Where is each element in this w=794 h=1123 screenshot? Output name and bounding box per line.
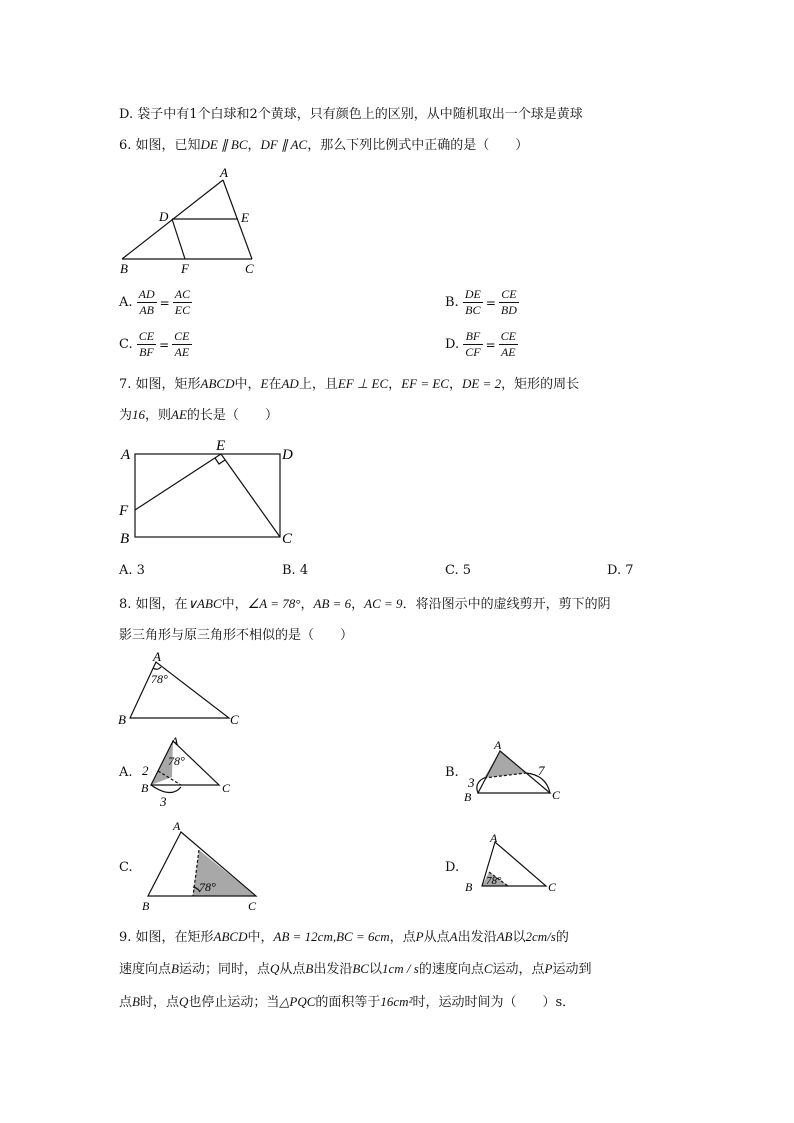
q8-option-a-num-3: 3 xyxy=(160,794,167,809)
q8-cond1: ∠A = 78° xyxy=(247,596,301,611)
q7-cond1: EF ⊥ EC xyxy=(337,376,389,391)
q8-option-a-b: B xyxy=(141,781,149,795)
q8-option-c-figure[interactable] xyxy=(136,818,266,914)
q6-option-b[interactable]: B. $\frac{DE}{BC}$ = $\frac{CE}{BD}$ xyxy=(445,287,517,317)
q6-stem xyxy=(119,134,528,153)
q8-option-d-c: C xyxy=(548,880,557,894)
q8-option-a-a: A xyxy=(171,734,179,748)
q8-option-c-c: C xyxy=(248,899,257,913)
q8-option-d-angle: 78° xyxy=(486,875,502,887)
q8-option-b-num-3: 3 xyxy=(468,775,475,790)
q9-stem-line3: 点B时，点Q也停止运动；当△PQC的面积等于16cm²时，运动时间为（ ）s． xyxy=(119,994,576,1010)
q8-option-b-figure[interactable] xyxy=(462,735,572,805)
q8-option-b-a: A xyxy=(494,738,502,752)
q7-label-b: B xyxy=(120,531,130,547)
q8-angle-label: 78° xyxy=(151,672,168,686)
q6-option-a-label: A. xyxy=(119,295,133,310)
q7-option-b[interactable]: B. 4 xyxy=(282,563,309,578)
q6-option-b-frac2: $\frac{CE}{BD}$ xyxy=(500,287,517,317)
q7-label-e: E xyxy=(216,438,226,454)
q7-figure xyxy=(115,434,305,552)
q9-stem-line2: 速度向点B运动；同时，点Q从点B出发沿BC以1cm / s的速度向点C运动，点P运动到 xyxy=(119,961,592,977)
q8-cond3: AC = 9 xyxy=(364,596,403,611)
q8-figure xyxy=(115,648,255,728)
q6-stem-suffix: ，那么下列比例式中正确的是（ xyxy=(307,138,490,153)
q8-cond2: AB = 6 xyxy=(313,596,352,611)
q7-option-c[interactable]: C. 5 xyxy=(445,563,472,578)
q6-option-b-frac1: $\frac{DE}{BC}$ xyxy=(464,287,481,317)
q8-label-c: C xyxy=(230,712,239,727)
q7-label-d: D xyxy=(282,447,293,463)
q9-stem-line1: 9. 如图，在矩形ABCD中，AB = 12cm,BC = 6cm，点P从点A出发沿AB以2cm/s的 xyxy=(119,929,569,945)
q6-option-c-frac2: $\frac{CE}{AE}$ xyxy=(174,329,190,359)
q8-option-d-a: A xyxy=(490,832,498,845)
q8-option-c-label[interactable]: C. xyxy=(119,860,133,875)
q6-label-c: C xyxy=(245,261,254,276)
q8-stem-line1: 8. 如图，在∨ABC中，∠A = 78°，AB = 6，AC = 9．将沿图示中的虚线剪开，剪下的阴 xyxy=(119,596,611,612)
q8-option-b-label[interactable]: B. xyxy=(445,765,459,780)
q6-close: ） xyxy=(515,138,529,153)
q6-option-d-label: D. xyxy=(445,337,460,352)
q6-option-d-frac2: $\frac{CE}{AE}$ xyxy=(500,329,516,359)
q8-stem-line2: 影三角形与原三角形不相似的是（ ） xyxy=(119,628,354,643)
q7-option-d[interactable]: D. 7 xyxy=(607,563,634,578)
q6-label-d: D xyxy=(159,209,169,224)
q6-label-f: F xyxy=(181,261,189,276)
q6-sep: ， xyxy=(247,138,261,153)
q7-label-a: A xyxy=(121,447,131,463)
q6-option-a[interactable]: A. $\frac{AD}{AB}$ = $\frac{AC}{EC}$ xyxy=(119,287,191,317)
q8-option-a-c: C xyxy=(222,781,231,795)
q8-option-a-num-2: 2 xyxy=(142,763,149,778)
q7-stem-line1: 7. 如图，矩形ABCD中，E在AD上，且EF ⊥ EC，EF = EC，DE = 2，矩形的周长 xyxy=(119,376,580,392)
q7-stem-line2: 为16，则AE的长是（ ） xyxy=(119,407,278,423)
q9-cond1: AB = 12cm,BC = 6cm xyxy=(273,929,390,944)
q7-cond3: DE = 2 xyxy=(461,376,502,391)
q8-option-a-label[interactable]: A. xyxy=(119,765,133,780)
q8-option-d-figure[interactable] xyxy=(462,832,572,896)
q6-option-c[interactable]: C. $\frac{CE}{BF}$ = $\frac{CE}{AE}$ xyxy=(119,329,190,359)
q6-label-a: A xyxy=(220,165,228,180)
q8-option-c-a: A xyxy=(173,819,181,833)
q6-figure xyxy=(112,163,272,278)
q8-option-c-b: B xyxy=(142,899,150,913)
q7-label-f: F xyxy=(119,503,129,519)
q8-label-a: A xyxy=(153,649,161,664)
q8-label-b: B xyxy=(118,712,126,727)
q6-stem-prefix: 6. 如图，已知 xyxy=(119,138,201,153)
q6-option-a-frac1: $\frac{AD}{AB}$ xyxy=(138,287,155,317)
q8-option-b-num-7: 7 xyxy=(538,763,545,778)
q8-option-a-angle: 78° xyxy=(168,754,185,768)
q8-option-d-label[interactable]: D. xyxy=(445,860,460,875)
q6-option-c-label: C. xyxy=(119,337,133,352)
q8-option-c-angle: 78° xyxy=(199,880,216,894)
q6-option-b-label: B. xyxy=(445,295,459,310)
q6-cond1: DE ∥ BC xyxy=(200,137,248,152)
q8-option-b-c: C xyxy=(552,788,561,802)
q5-option-d: D. 袋子中有1个白球和2个黄球，只有颜色上的区别，从中随机取出一个球是黄球 xyxy=(119,107,583,122)
q6-label-e: E xyxy=(241,210,249,225)
q6-option-c-frac1: $\frac{CE}{BF}$ xyxy=(138,329,155,359)
q7-cond2: EF = EC xyxy=(401,376,449,391)
q7-label-c: C xyxy=(282,531,293,547)
q8-option-b-b: B xyxy=(464,790,472,804)
q6-cond2: DF ∥ AC xyxy=(260,137,308,152)
q8-option-d-b: B xyxy=(465,880,473,894)
q6-option-a-frac2: $\frac{AC}{EC}$ xyxy=(174,287,191,317)
q6-option-d-frac1: $\frac{BF}{CF}$ xyxy=(465,329,481,359)
q8-option-a-figure[interactable] xyxy=(136,733,246,809)
q6-option-d[interactable]: D. $\frac{BF}{CF}$ = $\frac{CE}{AE}$ xyxy=(445,329,516,359)
q6-label-b: B xyxy=(120,261,128,276)
q7-option-a[interactable]: A. 3 xyxy=(119,563,145,578)
